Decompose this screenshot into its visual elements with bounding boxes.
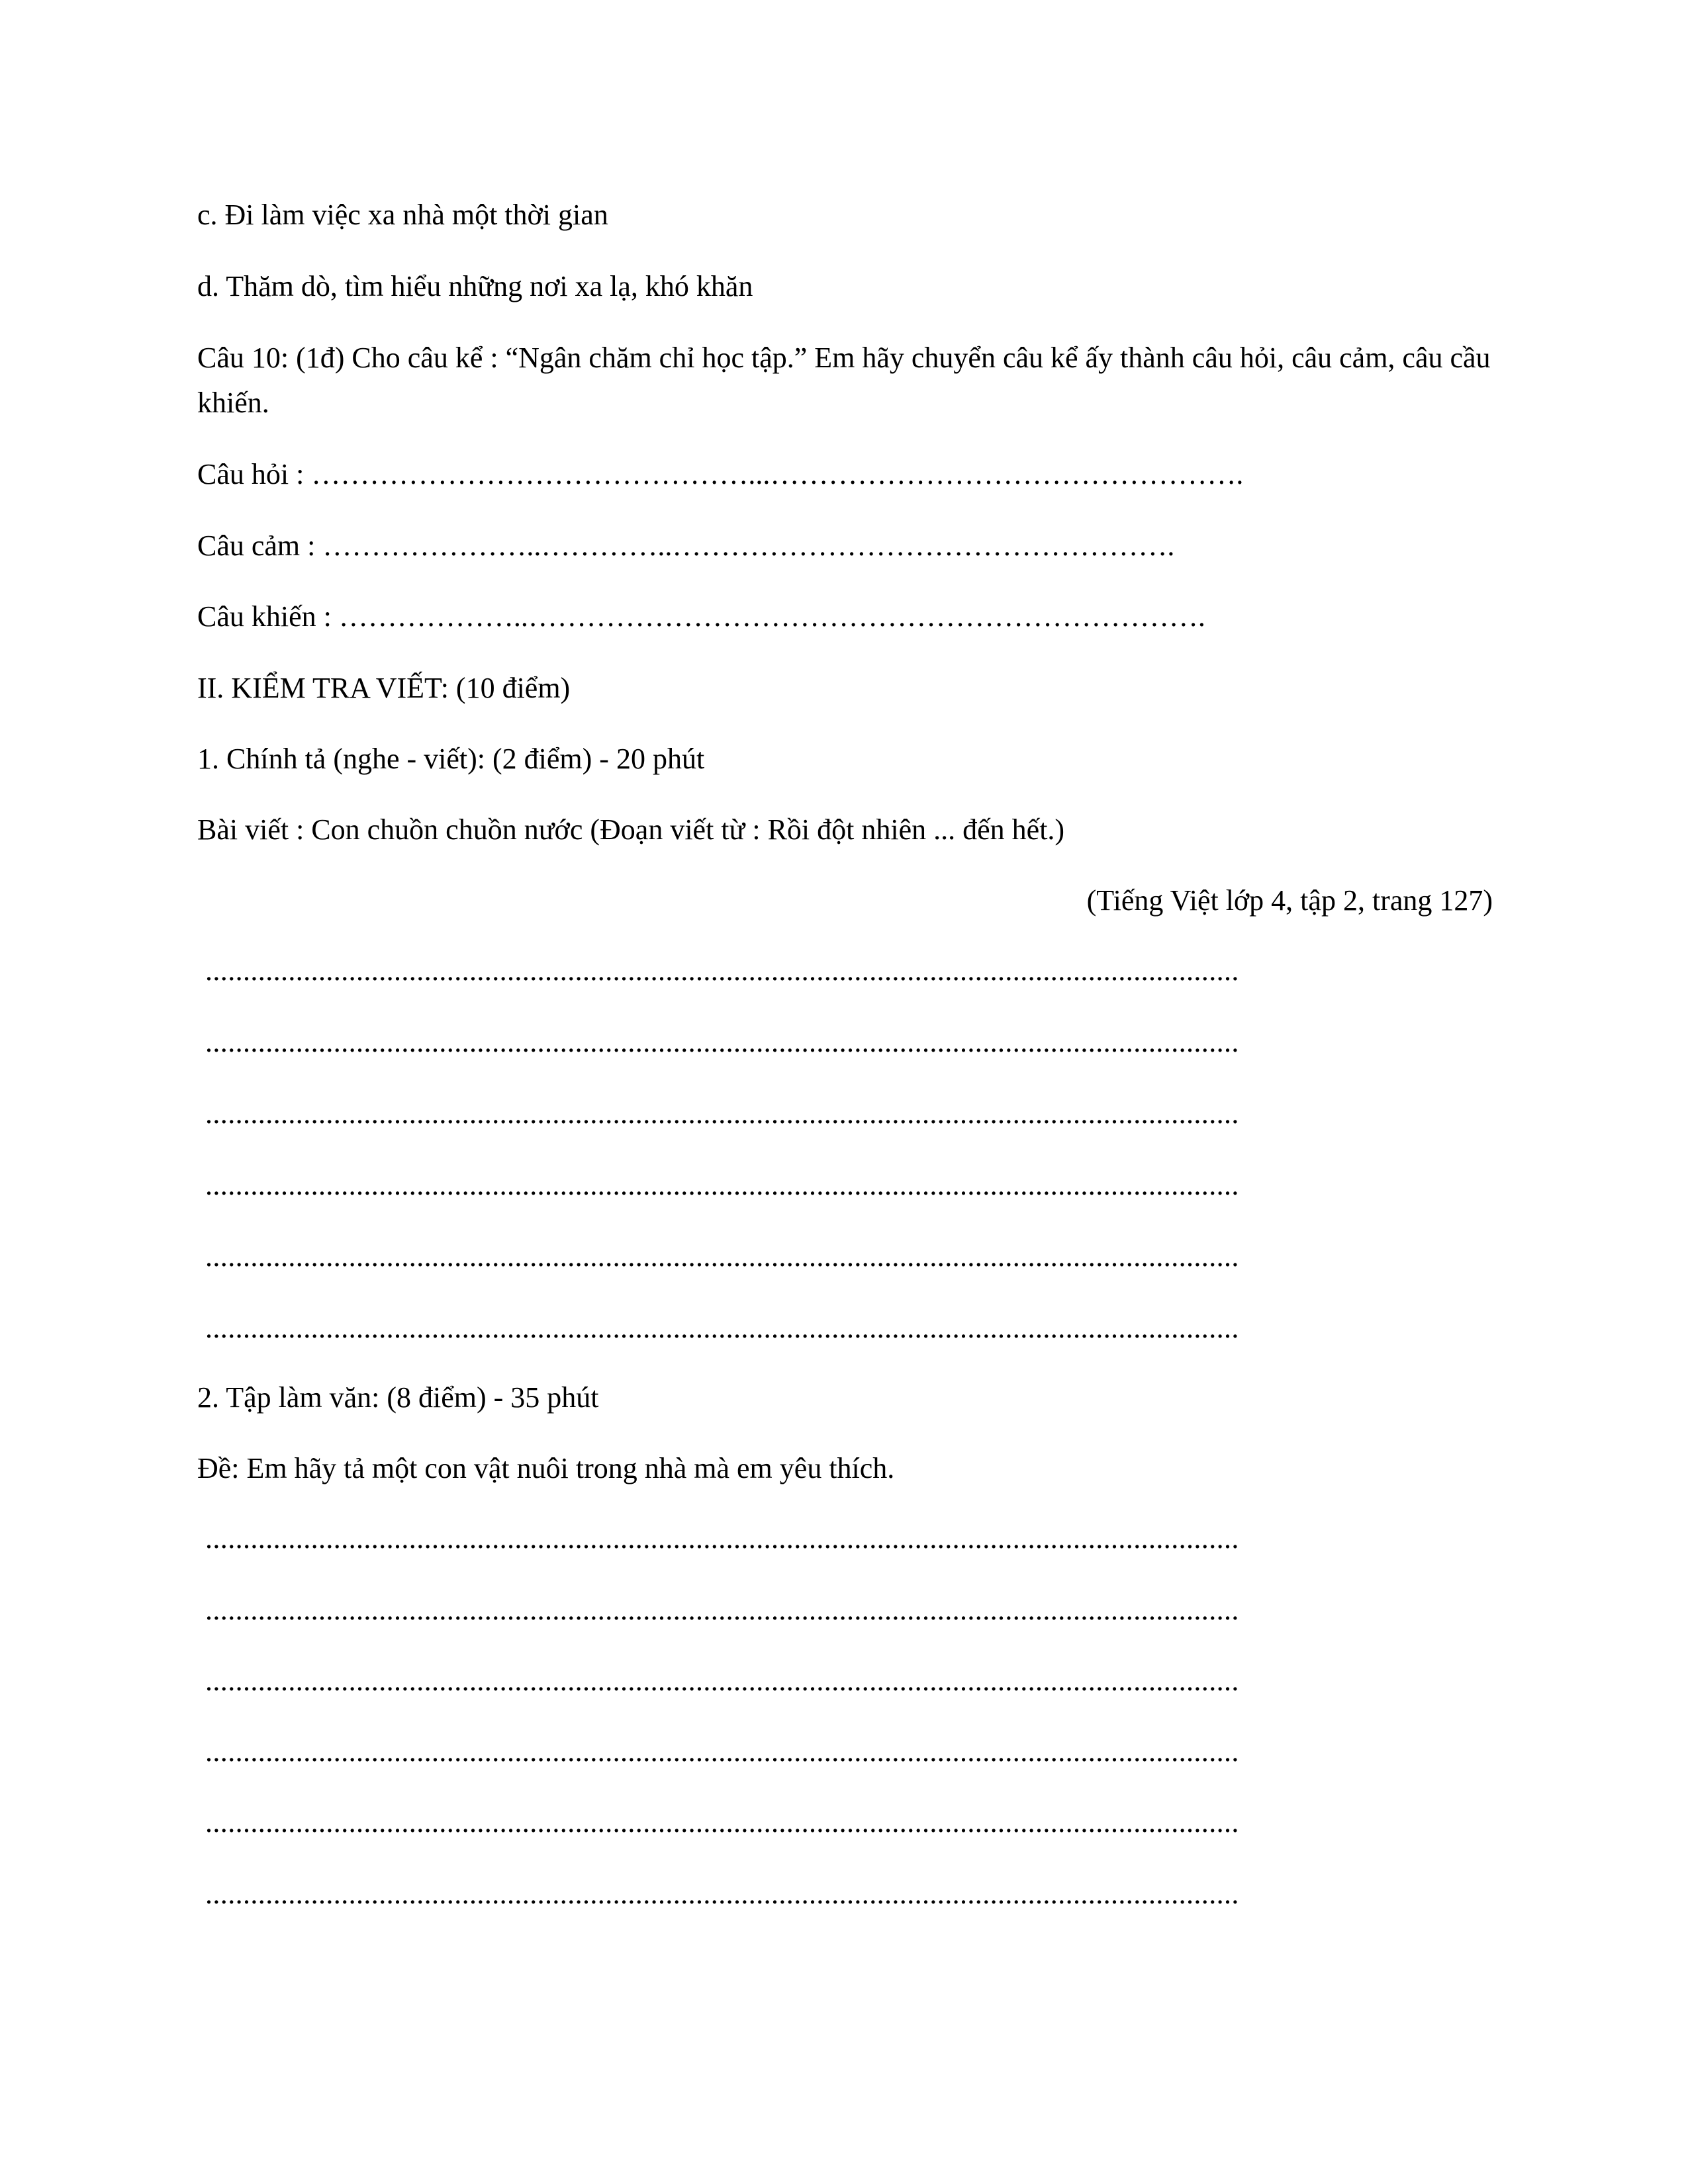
writing-line: .........................................................................................................................................	[205, 1878, 1239, 1910]
writing-line: .........................................................................................................................................	[205, 1522, 1239, 1555]
answer-line-imperative: Câu khiến : ………………..…………………………………………………………….	[197, 600, 1205, 633]
writing-line: .........................................................................................................................................	[205, 1240, 1239, 1273]
part-1-title: 1. Chính tả (nghe - viết): (2 điểm) - 20 phút	[197, 743, 705, 775]
part-1-source: (Tiếng Việt lớp 4, tập 2, trang 127)	[1086, 884, 1493, 917]
answer-line-question: Câu hỏi : ………………………………………...………………………………………….	[197, 458, 1244, 490]
option-d: d. Thăm dò, tìm hiểu những nơi xa lạ, khó khăn	[197, 270, 753, 302]
part-2-title: 2. Tập làm văn: (8 điểm) - 35 phút	[197, 1381, 599, 1414]
writing-line: .........................................................................................................................................	[205, 1312, 1239, 1344]
part-2-prompt: Đề: Em hãy tả một con vật nuôi trong nhà mà em yêu thích.	[197, 1452, 895, 1484]
writing-line: .........................................................................................................................................	[205, 1169, 1239, 1201]
writing-line: .........................................................................................................................................	[205, 1594, 1239, 1626]
writing-line: .........................................................................................................................................	[205, 1097, 1239, 1130]
writing-line: .........................................................................................................................................	[205, 1664, 1239, 1697]
answer-line-exclamation: Câu cảm : …………………..…………..…………………………………………….	[197, 529, 1175, 562]
writing-line: .........................................................................................................................................	[205, 1735, 1239, 1768]
section-2-title: II. KIỂM TRA VIẾT: (10 điểm)	[197, 672, 571, 704]
writing-line: .........................................................................................................................................	[205, 1806, 1239, 1839]
option-c: c. Đi làm việc xa nhà một thời gian	[197, 199, 608, 231]
part-1-passage: Bài viết : Con chuồn chuồn nước (Đoạn viết từ : Rồi đột nhiên ... đến hết.)	[197, 813, 1065, 846]
writing-line: .........................................................................................................................................	[205, 1026, 1239, 1058]
writing-line: .........................................................................................................................................	[205, 954, 1239, 987]
question-10-prompt: Câu 10: (1đ) Cho câu kể : “Ngân chăm chỉ học tập.” Em hãy chuyển câu kể ấy thành câu hỏi, câu cảm, câu cầu khiến.	[197, 341, 1491, 419]
